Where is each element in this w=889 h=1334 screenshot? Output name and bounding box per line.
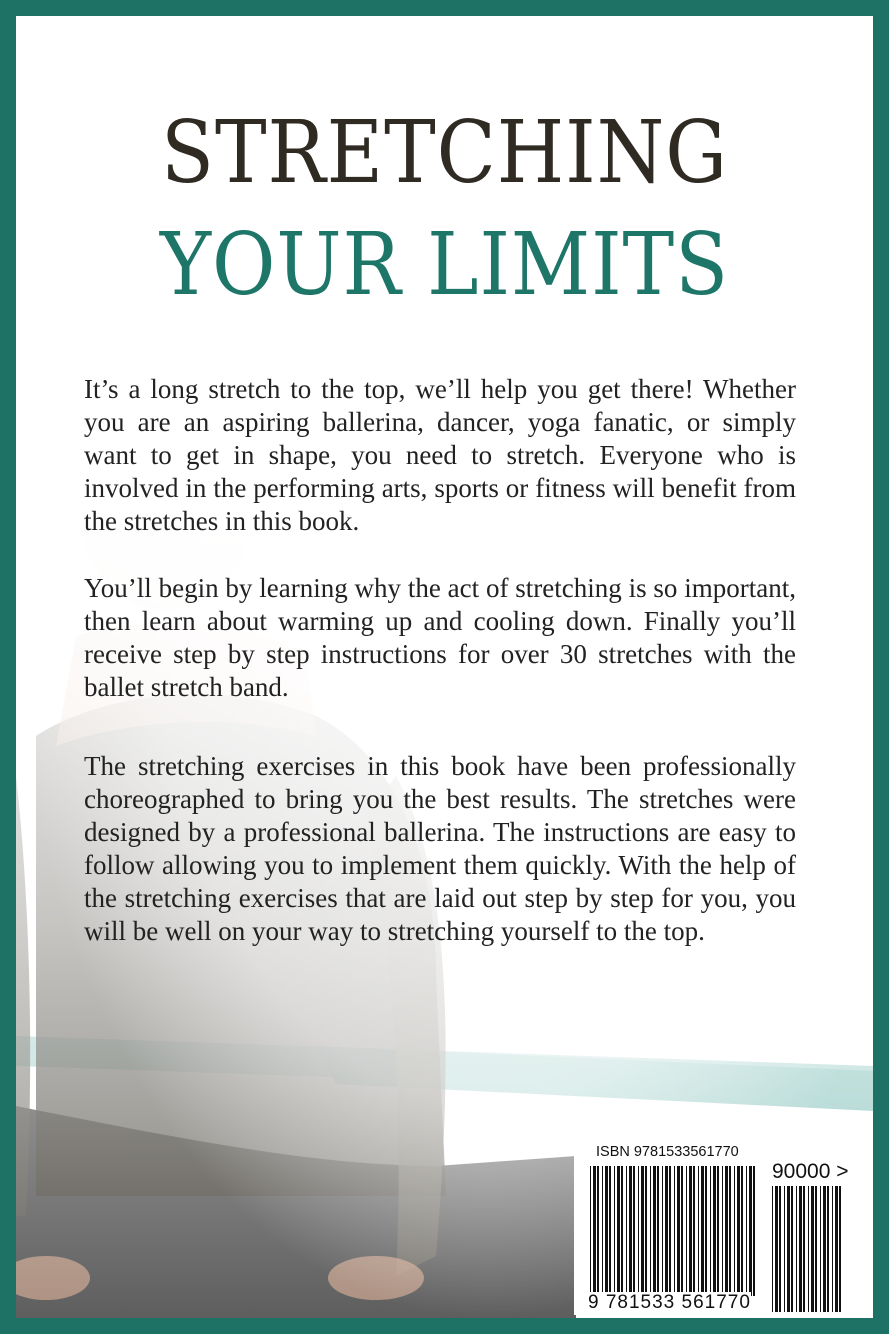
title-line-1: STRETCHING [161, 103, 728, 203]
barcode-bar [729, 1166, 731, 1296]
barcode-addon-bars [772, 1186, 842, 1312]
blurb-text [84, 373, 796, 982]
barcode-bar [820, 1186, 821, 1312]
barcode-bar [823, 1186, 826, 1312]
barcode-bar [779, 1186, 781, 1312]
barcode-bar [705, 1166, 707, 1296]
barcode-bar [653, 1166, 656, 1296]
barcode-bar [803, 1186, 805, 1312]
barcode-bar [641, 1166, 644, 1296]
barcode-bar [686, 1166, 687, 1296]
blurb-paragraph-2: You’ll begin by learning why the act of stretching is so important, then learn about warming up and cooling down. Finally you’ll receive step by step instructions for over 30 stretches with the ballet stretch band. [84, 573, 796, 702]
barcode-bar [734, 1166, 735, 1296]
isbn-barcode [574, 1130, 857, 1315]
barcode-bar [621, 1166, 623, 1296]
barcode-bar [662, 1166, 663, 1296]
barcode-bar [609, 1166, 611, 1296]
barcode-bar [753, 1166, 755, 1296]
barcode-bar [681, 1166, 683, 1296]
isbn-label: ISBN 9781533561770 [596, 1144, 739, 1160]
barcode-bar [597, 1166, 599, 1296]
price-addon-label: 90000 > [772, 1160, 849, 1183]
barcode-bar [626, 1166, 627, 1296]
barcode-bar [638, 1166, 639, 1296]
barcode-bar [614, 1166, 615, 1296]
barcode-bar [808, 1186, 809, 1312]
barcode-bar [674, 1166, 675, 1296]
barcode-bar [746, 1166, 747, 1296]
barcode-bar [741, 1166, 743, 1296]
blurb-paragraph-1: It’s a long stretch to the top, we’ll help you get there! Whether you are an aspiring ballerina, dancer, yoga fanatic, or simply want to get in shape, you need to stretch. Everyone who is involved in the performing arts, sports or fitness will benefit from the stretches in this book. [84, 374, 796, 536]
barcode-bar [799, 1186, 802, 1312]
barcode-bar [827, 1186, 829, 1312]
barcode-bar [832, 1186, 833, 1312]
barcode-bar [815, 1186, 817, 1312]
barcode-bar [737, 1166, 740, 1296]
barcode-bar [645, 1166, 647, 1296]
barcode-bar [725, 1166, 728, 1296]
barcode-bar [839, 1186, 841, 1312]
barcode-bar [693, 1166, 695, 1296]
barcode-bar [633, 1166, 635, 1296]
barcode-bar [689, 1166, 692, 1296]
barcode-bar [650, 1166, 651, 1296]
barcode-bar [701, 1166, 704, 1296]
barcode-bar [669, 1166, 671, 1296]
barcode-bar [602, 1166, 603, 1296]
barcode-bar [784, 1186, 785, 1312]
barcode-bar [787, 1186, 790, 1312]
barcode-bar [590, 1166, 591, 1296]
barcode-bar [811, 1186, 814, 1312]
barcode-bar [722, 1166, 723, 1296]
barcode-bar [796, 1186, 797, 1312]
barcode-bar [698, 1166, 699, 1296]
barcode-bar [791, 1186, 793, 1312]
barcode-digits: 9 781533 561770 [588, 1292, 751, 1313]
title-line-2: YOUR LIMITS [159, 215, 729, 315]
barcode-bar [749, 1166, 752, 1296]
blurb-paragraph-3: The stretching exercises in this book have been professionally choreographed to bring you the best results. The stretches were designed by a professional ballerina. The instructions are easy to follow allowing you to implement them quickly. With the help of the stretching exercises that are laid out step by step for you, you will be well on your way to stretching yourself to the top. [84, 751, 796, 946]
barcode-bar [593, 1166, 596, 1296]
barcode-main-bars [590, 1166, 756, 1296]
barcode-bar [677, 1166, 680, 1296]
barcode-bar [657, 1166, 659, 1296]
barcode-bar [665, 1166, 668, 1296]
barcode-bar [605, 1166, 608, 1296]
barcode-bar [629, 1166, 632, 1296]
barcode-bar [835, 1186, 838, 1312]
barcode-bar [775, 1186, 778, 1312]
barcode-bar [713, 1166, 716, 1296]
barcode-bar [617, 1166, 620, 1296]
barcode-bar [772, 1186, 773, 1312]
barcode-bar [717, 1166, 719, 1296]
barcode-bar [710, 1166, 711, 1296]
